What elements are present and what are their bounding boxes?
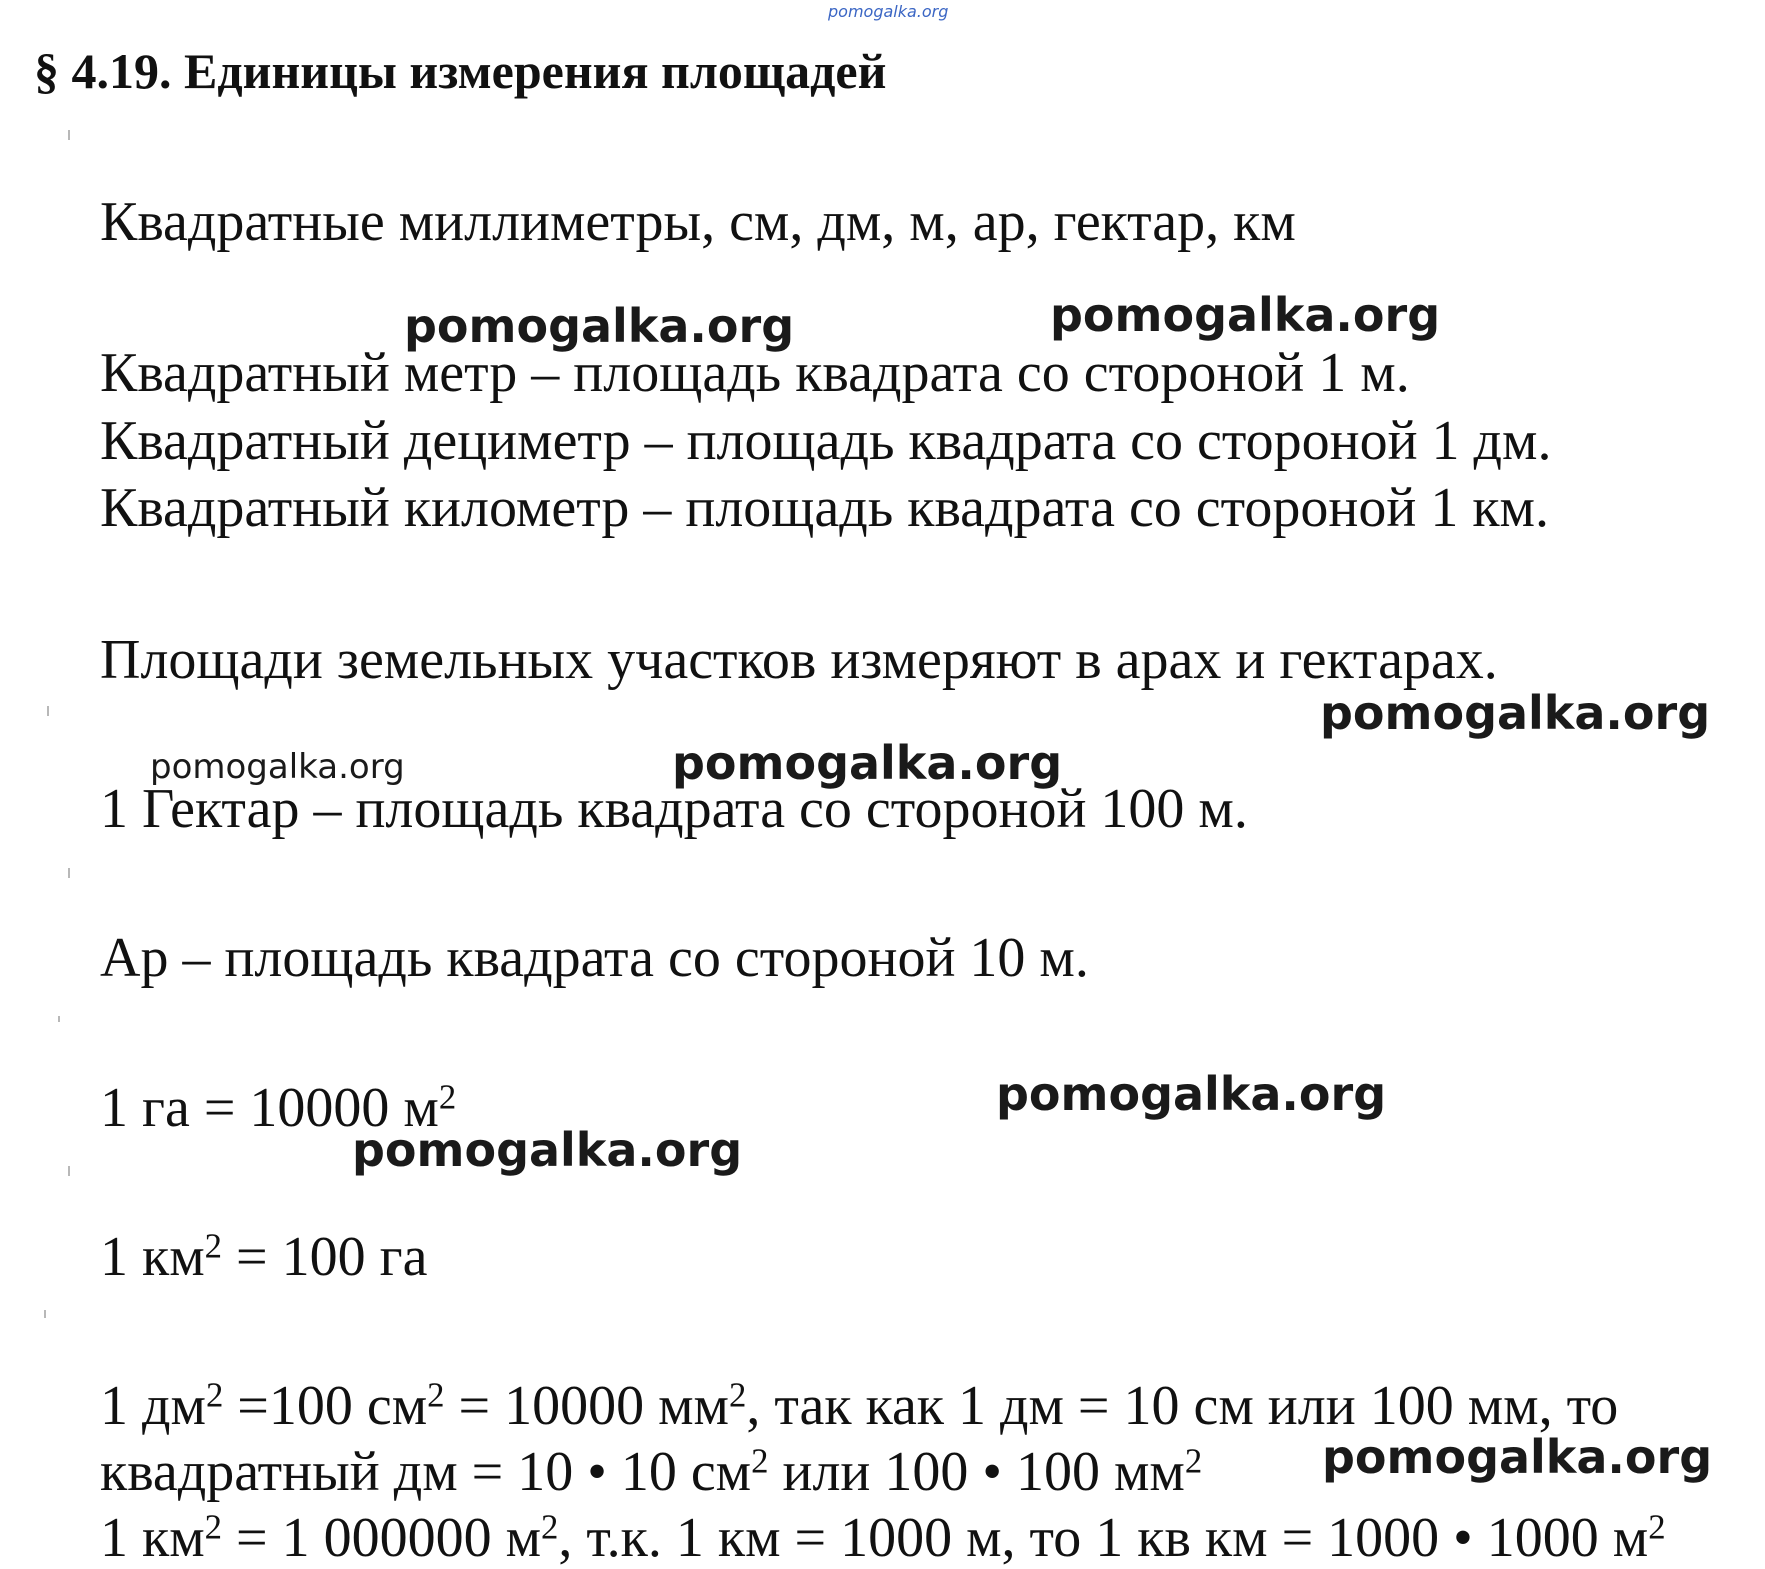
equation-km-hectare xyxy=(100,1226,428,1288)
superscript: 2 xyxy=(1648,1507,1666,1547)
land-area-note: Площади земельных участков измеряют в арах и гектарах. xyxy=(100,629,1498,691)
equation-part: 1 км xyxy=(100,1226,205,1288)
watermark: pomogalka.org xyxy=(352,1123,743,1177)
definition-square-decimeter: Квадратный дециметр – площадь квадрата со стороной 1 дм. xyxy=(100,410,1552,472)
watermark: pomogalka.org xyxy=(1322,1430,1713,1484)
equation-part: = 1 000000 м xyxy=(222,1507,542,1569)
superscript: 2 xyxy=(1184,1441,1203,1481)
source-watermark-top: pomogalka.org xyxy=(828,2,949,21)
watermark: pomogalka.org xyxy=(150,747,405,787)
superscript: 2 xyxy=(205,1375,224,1415)
definition-ar: Ар – площадь квадрата со стороной 10 м. xyxy=(100,927,1089,989)
superscript: 2 xyxy=(438,1077,457,1117)
equation-part: 1 км xyxy=(100,1507,205,1569)
equation-part: =100 см xyxy=(223,1375,428,1437)
equation-part: или 100 • 100 мм xyxy=(768,1441,1185,1503)
units-list: Квадратные миллиметры, см, дм, м, ар, гектар, км xyxy=(100,191,1296,253)
scan-speck xyxy=(68,130,70,140)
equation-part: , так как 1 дм = 10 см или 100 мм, то xyxy=(746,1375,1619,1437)
superscript: 2 xyxy=(427,1375,445,1415)
scan-speck xyxy=(68,1166,70,1176)
section-title: § 4.19. Единицы измерения площадей xyxy=(34,43,887,99)
equation-part: 1 дм xyxy=(100,1375,206,1437)
scan-speck xyxy=(58,1016,60,1022)
superscript: 2 xyxy=(751,1441,769,1481)
definition-hectare: 1 Гектар – площадь квадрата со стороной 100 м. xyxy=(100,778,1248,840)
scan-speck xyxy=(68,868,70,878)
equation-part: , т.к. 1 км = 1000 м, то 1 кв км = 1000 • 1000 м xyxy=(558,1507,1649,1569)
superscript: 2 xyxy=(541,1507,559,1547)
equation-decimeter-expanded xyxy=(100,1441,1203,1503)
scan-speck xyxy=(47,706,49,716)
equation-part: = 10000 мм xyxy=(444,1375,729,1437)
watermark: pomogalka.org xyxy=(996,1067,1387,1121)
watermark: pomogalka.org xyxy=(404,299,795,353)
equation-part: = 100 га xyxy=(222,1226,428,1288)
watermark: pomogalka.org xyxy=(1320,686,1711,740)
definition-square-kilometer: Квадратный километр – площадь квадрата со стороной 1 км. xyxy=(100,477,1549,539)
equation-km-meter xyxy=(100,1507,1666,1569)
superscript: 2 xyxy=(729,1375,747,1415)
equation-hectare-text: 1 га = 10000 м xyxy=(100,1077,439,1139)
scan-speck xyxy=(44,1310,46,1318)
equation-decimeter xyxy=(100,1375,1619,1437)
watermark: pomogalka.org xyxy=(672,736,1063,790)
definition-square-meter: Квадратный метр – площадь квадрата со стороной 1 м. xyxy=(100,342,1410,404)
superscript: 2 xyxy=(204,1226,223,1266)
equation-part: квадратный дм = 10 • 10 см xyxy=(100,1441,752,1503)
superscript: 2 xyxy=(204,1507,223,1547)
watermark: pomogalka.org xyxy=(1050,288,1441,342)
